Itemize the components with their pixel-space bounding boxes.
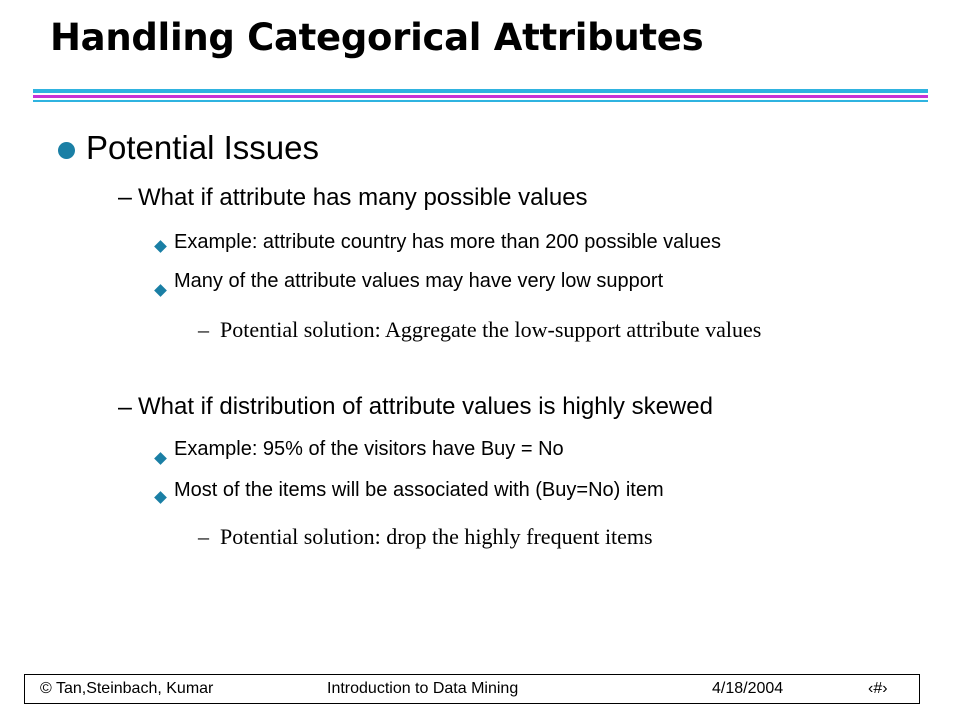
footer-date: 4/18/2004	[712, 680, 784, 697]
issue-1-bullet-2: Many of the attribute values may have very low support	[174, 270, 664, 292]
dash-bullet: –	[198, 317, 209, 342]
footer-course: Introduction to Data Mining	[327, 680, 519, 697]
dash-bullet: –	[118, 183, 132, 211]
title-rule-bottom	[33, 100, 928, 102]
title-rule-middle	[33, 95, 928, 98]
dash-bullet: –	[118, 393, 132, 421]
issue-2-bullet-1: Example: 95% of the visitors have Buy = No	[174, 438, 564, 460]
issue-1-solution: Potential solution: Aggregate the low-support attribute values	[220, 317, 762, 342]
diamond-bullet-icon	[154, 284, 167, 297]
footer-page-number: ‹#›	[868, 680, 888, 697]
dash-bullet: –	[198, 524, 209, 549]
issue-1-bullet-1: Example: attribute country has more than 200 possible values	[174, 231, 721, 253]
issue-2-solution: Potential solution: drop the highly frequent items	[220, 524, 653, 549]
issue-2-heading: What if distribution of attribute values is highly skewed	[138, 393, 713, 420]
level1-heading: Potential Issues	[86, 129, 319, 166]
diamond-bullet-icon	[154, 240, 167, 253]
slide-title: Handling Categorical Attributes	[50, 16, 704, 59]
title-rule-top	[33, 89, 928, 93]
diamond-bullet-icon	[154, 491, 167, 504]
issue-2-bullet-2: Most of the items will be associated with (Buy=No) item	[174, 479, 664, 501]
circle-bullet-icon	[58, 142, 75, 159]
issue-1-heading: What if attribute has many possible values	[138, 184, 588, 211]
footer-authors: © Tan,Steinbach, Kumar	[40, 680, 214, 697]
diamond-bullet-icon	[154, 452, 167, 465]
